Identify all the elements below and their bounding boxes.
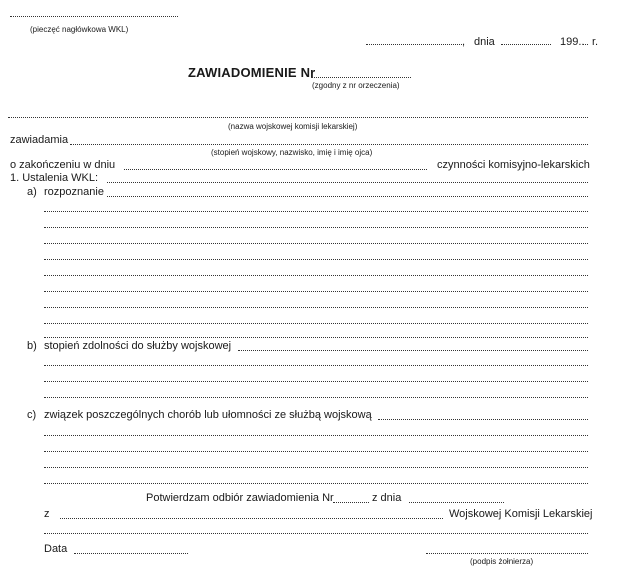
person-line — [70, 144, 588, 145]
section-a-label: a) — [27, 186, 37, 198]
section-b-line — [238, 350, 588, 351]
date-field-line — [74, 553, 188, 554]
section-c-text: związek poszczególnych chorób lub ułomności ze służbą wojskową — [44, 409, 372, 421]
section-a-line — [107, 196, 588, 197]
section-b-label: b) — [27, 340, 37, 352]
signature-caption: (podpis żołnierza) — [470, 557, 534, 566]
findings-line — [107, 182, 588, 183]
date-label: Data — [44, 543, 68, 555]
year-line — [583, 44, 588, 45]
date-line — [501, 44, 551, 45]
notifies-label: zawiadamia — [10, 134, 69, 146]
completion-label: o zakończeniu w dniu — [10, 159, 116, 171]
section-c-line — [44, 451, 588, 452]
section-b-line — [44, 381, 588, 382]
date-comma: , — [462, 36, 466, 48]
section-a-line — [44, 243, 588, 244]
section-a-line — [44, 291, 588, 292]
section-c-line — [44, 435, 588, 436]
section-c-label: c) — [27, 409, 37, 421]
stamp-line — [10, 16, 178, 17]
section-b-text: stopień zdolności do służby wojskowej — [44, 340, 232, 352]
commission-suffix: Wojskowej Komisji Lekarskiej — [449, 508, 593, 520]
extra-line — [44, 533, 588, 534]
section-a-line — [44, 323, 588, 324]
signature-line — [426, 553, 588, 554]
year-suffix-r: r. — [592, 36, 599, 48]
section-c-line — [378, 419, 588, 420]
completion-suffix: czynności komisyjno-lekarskich — [437, 159, 590, 171]
section-a-line — [44, 307, 588, 308]
confirmation-date-line — [409, 502, 504, 503]
title-number-line — [311, 77, 411, 78]
section-a-line — [44, 259, 588, 260]
section-a-line — [44, 337, 588, 338]
stamp-caption: (pieczęć nagłówkowa WKL) — [30, 25, 129, 34]
section-a-line — [44, 211, 588, 212]
from-line — [60, 518, 443, 519]
findings-label: 1. Ustalenia WKL: — [10, 172, 99, 184]
commission-caption: (nazwa wojskowej komisji lekarskiej) — [228, 122, 358, 131]
section-a-line — [44, 227, 588, 228]
confirmation-date-word: z dnia — [372, 492, 402, 504]
document-title: ZAWIADOMIENIE Nr — [188, 65, 316, 80]
completion-date-line — [124, 169, 427, 170]
section-a-line — [44, 275, 588, 276]
confirmation-number-line — [333, 502, 369, 503]
from-label: z — [44, 508, 50, 520]
section-a-text: rozpoznanie — [44, 186, 104, 198]
title-subcaption: (zgodny z nr orzeczenia) — [312, 81, 400, 90]
place-line — [366, 44, 462, 45]
confirmation-text: Potwierdzam odbiór zawiadomienia Nr — [146, 492, 334, 504]
year-prefix: 199.. — [560, 36, 585, 48]
commission-name-line — [8, 117, 588, 118]
section-c-line — [44, 467, 588, 468]
section-b-line — [44, 365, 588, 366]
section-c-line — [44, 483, 588, 484]
section-b-line — [44, 397, 588, 398]
date-word: dnia — [474, 36, 495, 48]
person-caption: (stopień wojskowy, nazwisko, imię i imię ojca) — [211, 148, 373, 157]
